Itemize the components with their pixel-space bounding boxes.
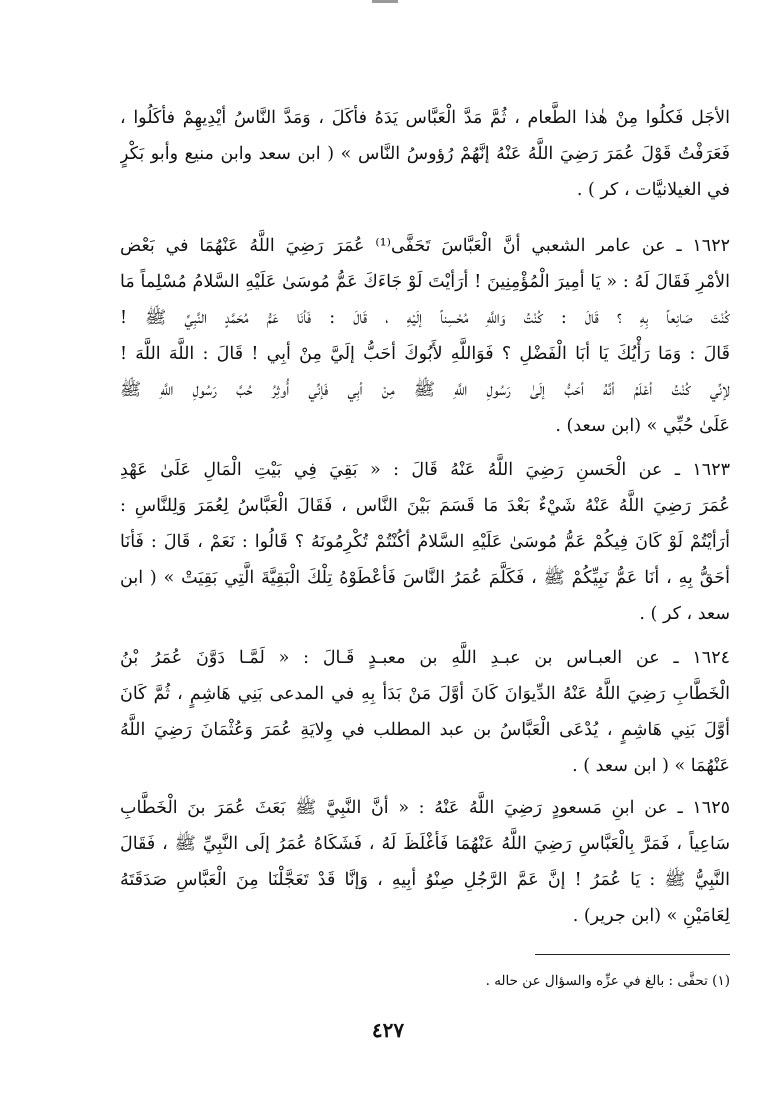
text-line: عَلَىٰ حُبِّي » (ابن سعد) . bbox=[555, 416, 730, 436]
text-line: في الغيلانيَّات ، كر ) . bbox=[576, 180, 730, 200]
text-line: لِعَامَيْنِ » (ابن جرير) . bbox=[572, 906, 730, 926]
footnote-divider bbox=[535, 954, 730, 955]
text-line: أرَأيْتُمْ لَوْ كَانَ فِيكُمْ عَمُّ مُوسَىٰ عَلَيْهِ السَّلامُ أكُنْتُمْ تُكْرِمُونَهُ ؟ قَالُوا : نَعَمْ ، قَالَ : فَأنَا bbox=[120, 532, 730, 552]
continued-paragraph bbox=[120, 100, 730, 208]
footnote: (١) تحفَّى : بالغ في عزِّه والسؤال عن حاله . bbox=[485, 973, 730, 989]
hadith-1623 bbox=[120, 452, 730, 632]
text-line: كُنْتَ صَانِعاً بِهِ ؟ قَالَ : كُنْتُ وَاللَّهِ مُحْسِناً إلَيْهِ ، قَالَ : فَأنَا عَمُّ مُحَمَّدٍ النَّبِيِّ ﷺ ! bbox=[120, 308, 730, 328]
text-line: عُمَرَ رَضِيَ اللَّهُ عَنْهُ شَيْءٌ بَعْدَ مَا قَسَمَ بَيْنَ النَّاس ، فَقَالَ الْعَبَّاسُ لِعُمَرَ وَلِلنَّاسِ : bbox=[120, 496, 730, 516]
text-line: أحَقُّ بِهِ ، أنَا عَمُّ نَبِيِّكُمْ ﷺ ، فَكَلَّمَ عُمَرُ النَّاسَ فَأعْطَوْهُ تِلْكَ الْبَقِيَّةَ الَّتِي بَقِيَتْ » ( ابن bbox=[120, 568, 730, 588]
text-line: عَنْهُمَا » ( ابن سعد ) . bbox=[572, 756, 730, 776]
text-line: سعد ، كر ) . bbox=[639, 604, 730, 624]
hadith-1625 bbox=[120, 790, 730, 934]
hadith-1622 bbox=[120, 228, 730, 444]
page-number: ٤٢٧ bbox=[371, 1018, 405, 1042]
text-line: ١٦٢٤ ـ عن العبـاس بن عبـدِ اللَّهِ بن معبـدٍ قَـالَ : « لَمَّـا دَوَّنَ عُمَرُ بْنُ bbox=[120, 648, 730, 668]
text-line: الْخَطَّابِ رَضِيَ اللَّهُ عَنْهُ الدِّيوَانَ كَانَ أوَّلَ مَنْ بَدَأ بِهِ في المدعى بَنِي هَاشِمٍ ، ثُمَّ كَانَ bbox=[120, 684, 730, 704]
text-line: لإنِّي كُنْتُ أعْلَمُ أنَّهُ أحَبُّ إلَىٰ رَسُولِ اللَّهِ ﷺ مِنْ أبِي فَإنِّي أُوثِرُ حُبَّ رَسُولِ اللَّهِ ﷺ bbox=[120, 380, 730, 400]
top-edge-mark bbox=[372, 0, 398, 3]
text-line: سَاعِياً ، فَمَرَّ بِالْعَبَّاسِ رَضِيَ اللَّهُ عَنْهُمَا فَأغْلَظَ لَهُ ، فَشَكَاهُ عُمَرُ إلَى النَّبِيِّ ﷺ ، فَقَالَ bbox=[120, 834, 730, 854]
text-line: ١٦٢٢ ـ عن عامر الشعبي أنَّ الْعَبَّاسَ تَحَفَّى⁽¹⁾ عُمَرَ رَضِيَ اللَّهُ عَنْهُمَا في بَعْض bbox=[120, 236, 730, 256]
text-line: فَعَرَفْتُ قَوْلَ عُمَرَ رَضِيَ اللَّهُ عَنْهُ إنَّهُمْ رُؤوسُ النَّاس » ( ابن سعد وابن منيع وأبو بَكْرٍ bbox=[120, 144, 730, 164]
text-line: ١٦٢٥ ـ عن ابنِ مَسعودٍ رَضِيَ اللَّهُ عَنْهُ : « أنَّ النَّبِيَّ ﷺ بَعَثَ عُمَرَ بنَ الْخَطَّابِ bbox=[120, 798, 730, 818]
text-line: الأجَل فَكلُوا مِنْ هٰذا الطَّعام ، ثُمَّ مَدَّ الْعَبَّاس يَدَهُ فأكَلَ ، وَمَدَّ النَّاسُ أيْدِيهِمْ فأكَلُوا ، bbox=[120, 108, 730, 128]
text-line: النَّبِيُّ ﷺ : يَا عُمَرُ ! إنَّ عَمَّ الرَّجُلِ صِنْوُ أبِيهِ ، وَإنَّا قَدْ تَعَجَّلْنَا مِنَ الْعَبَّاسِ صَدَقَتَهُ bbox=[120, 870, 730, 890]
hadith-1624 bbox=[120, 640, 730, 784]
text-line: الأمْرِ فَقَالَ لَهُ : « يَا أمِيرَ الْمُؤْمِنِينَ ! أرَأيْتَ لَوْ جَاءَكَ عَمُّ مُوسَىٰ عَلَيْهِ السَّلامُ مُسْلِماً مَا bbox=[120, 272, 730, 292]
text-line: ١٦٢٣ ـ عن الْحَسنِ رَضِيَ اللَّهُ عَنْهُ قَالَ : « بَقِيَ فِي بَيْتِ الْمَالِ عَلَىٰ عَهْدِ bbox=[120, 460, 730, 480]
text-line: أوَّلَ بَنِي هَاشِمٍ ، يُدْعَى الْعَبَّاسُ بن عبد المطلب في وِلايَةِ عُمَرَ وَعُثْمَانَ رَضِيَ اللَّهُ bbox=[120, 720, 730, 740]
text-line: قَالَ : وَمَا رَأْيُكَ يَا أبَا الْفَضْلِ ؟ فَوَاللَّهِ لأَبُوكَ أحَبُّ إلَيَّ مِنْ أبِي ! قَالَ : اللَّهَ اللَّهَ ! bbox=[120, 344, 730, 364]
